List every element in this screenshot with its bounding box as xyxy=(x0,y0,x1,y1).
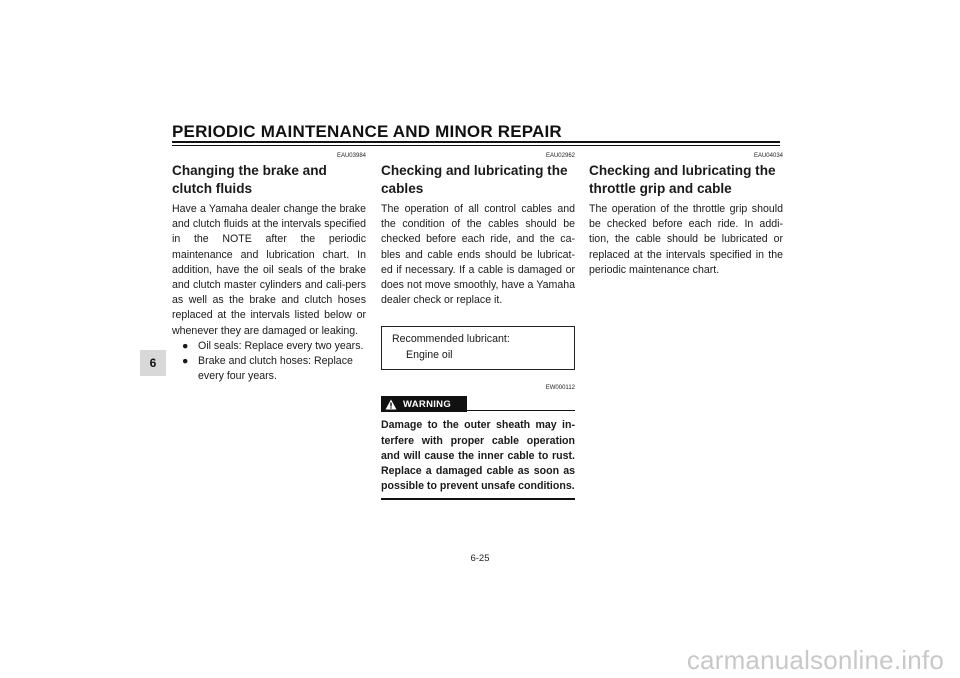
section-code: EAU03984 xyxy=(336,153,366,159)
list-item xyxy=(172,339,366,354)
list-item-text: Oil seals: Replace every two years. xyxy=(198,339,364,352)
chapter-tab: 6 xyxy=(140,350,166,376)
warning-text: Damage to the outer sheath may in-terfere with proper cable operation and will cause the inner cable to rust. Replace a damaged cable as soon as possible to prevent unsafe conditions. xyxy=(381,419,575,493)
bullet-list xyxy=(172,339,366,385)
warning-badge xyxy=(381,396,467,412)
section-body: The operation of all control cables and the condition of the cables should be checked before each ride, and the ca-bles and cable ends should be lubricat-ed if necessary. If a cable is damaged or does not move smoothly, have a Yamaha dealer check or replace it. xyxy=(381,203,575,307)
header-rule xyxy=(172,141,780,143)
section-throttle xyxy=(589,152,783,278)
lubricant-box xyxy=(381,326,575,370)
section-title: Checking and lubricating the cables xyxy=(381,163,568,196)
section-title: Checking and lubricating the throttle grip and cable xyxy=(589,163,776,196)
list-item-text: Brake and clutch hoses: Replace every four years. xyxy=(198,355,353,383)
bullet-icon: ● xyxy=(182,355,189,368)
warning-rule xyxy=(467,410,575,411)
section-cables xyxy=(381,152,575,500)
section-code: EAU04034 xyxy=(753,153,783,159)
list-item xyxy=(172,354,366,384)
warning-bottom-rule xyxy=(381,498,575,500)
warning-code: EW000112 xyxy=(545,385,575,392)
warning-header xyxy=(381,396,575,412)
bullet-icon: ● xyxy=(182,339,189,352)
warning-triangle-icon xyxy=(385,399,397,410)
section-code: EAU02962 xyxy=(545,153,575,159)
section-title: Changing the brake and clutch fluids xyxy=(172,163,327,196)
lubricant-value: Engine oil xyxy=(406,349,453,362)
lubricant-label: Recommended lubricant: xyxy=(392,333,510,346)
header-rule-thin xyxy=(172,145,780,146)
section-body: The operation of the throttle grip should be checked before each ride. In addi-tion, the cable should be lubricated or replaced at the intervals specified in the periodic maintenance chart. xyxy=(589,203,783,276)
section-body: Have a Yamaha dealer change the brake and clutch fluids at the intervals specified in the NOTE after the periodic maintenance and lubrication chart. In addition, have the oil seals of the brake and clutch master cylinders and cali-pers as well as the brake and clutch hoses replaced at the intervals listed below or whenever they are damaged or leaking. xyxy=(172,203,366,337)
warning-label: WARNING xyxy=(403,398,452,410)
page-header-title: PERIODIC MAINTENANCE AND MINOR REPAIR xyxy=(172,122,562,141)
page-number: 6-25 xyxy=(470,553,490,564)
watermark: carmanualsonline.info xyxy=(686,645,944,675)
section-brake-clutch-fluids xyxy=(172,152,366,384)
